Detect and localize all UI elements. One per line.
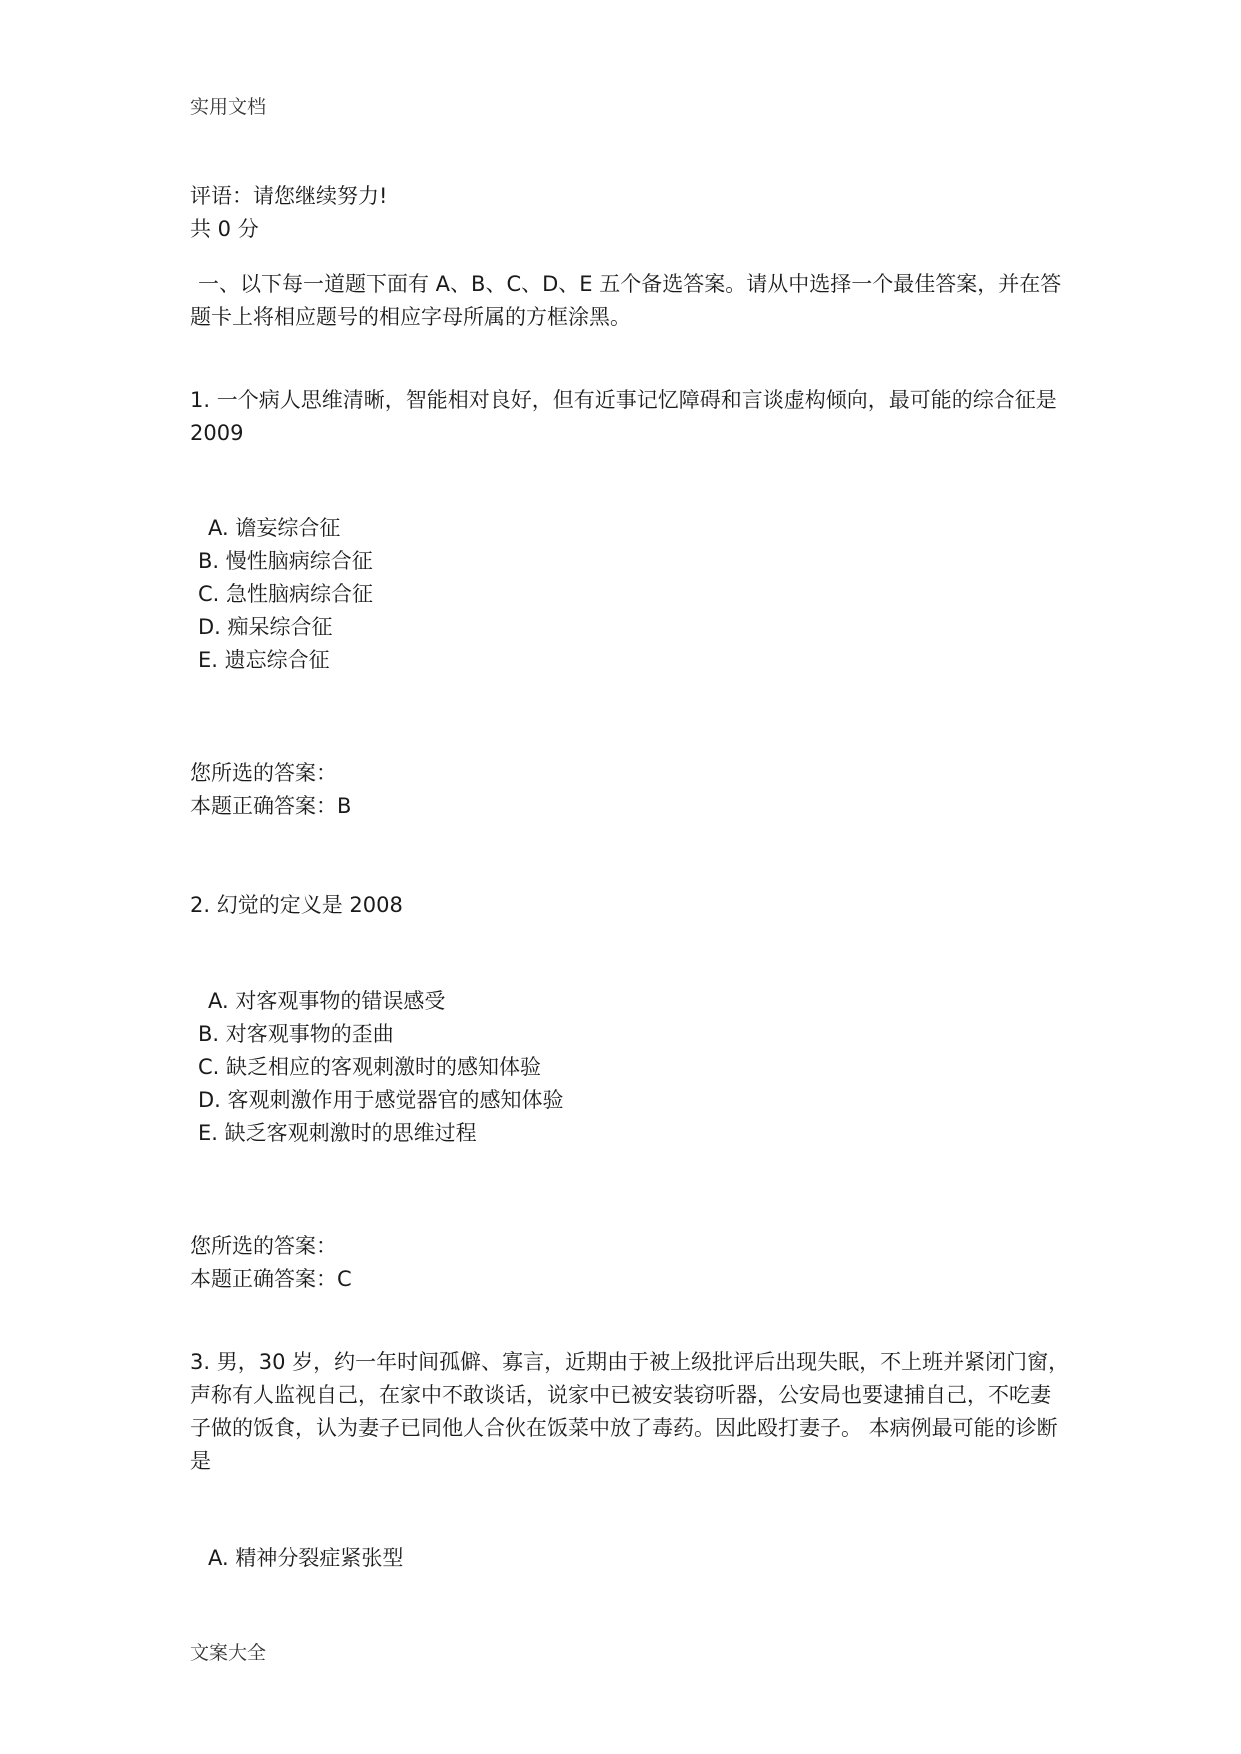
- question-1-answers: [190, 757, 1070, 823]
- question-3-options: [190, 1542, 1070, 1575]
- option-d: D. 客观刺激作用于感觉器官的感知体验: [198, 1088, 564, 1112]
- option-c: C. 缺乏相应的客观刺激时的感知体验: [198, 1055, 542, 1079]
- summary: [190, 180, 1070, 246]
- option-b: B. 慢性脑病综合征: [198, 549, 373, 573]
- comment-text: 评语：请您继续努力!: [190, 184, 388, 208]
- question-3-stem: 3. 男，30 岁，约一年时间孤僻、寡言，近期由于被上级批评后出现失眠，不上班并紧闭门窗，声称有人监视自己，在家中不敢谈话，说家中已被安装窃听器，公安局也要逮捕自己，不吃妻子做的饭食，认为妻子已同他人合伙在饭菜中放了毒药。因此殴打妻子。 本病例最可能的诊断是: [190, 1350, 1070, 1473]
- option-b: B. 对客观事物的歪曲: [198, 1022, 394, 1046]
- option-a: A. 对客观事物的错误感受: [208, 989, 446, 1013]
- correct-answer: 本题正确答案：B: [190, 794, 352, 818]
- option-a: A. 谵妄综合征: [208, 516, 341, 540]
- selected-answer: 您所选的答案：: [190, 1234, 337, 1258]
- option-e: E. 遗忘综合征: [198, 648, 330, 672]
- option-a: A. 精神分裂症紧张型: [208, 1546, 404, 1570]
- question-2-stem: 2. 幻觉的定义是 2008: [190, 893, 403, 917]
- option-c: C. 急性脑病综合征: [198, 582, 374, 606]
- page-footer: 文案大全: [190, 1642, 267, 1664]
- option-e: E. 缺乏客观刺激时的思维过程: [198, 1121, 477, 1145]
- option-d: D. 痴呆综合征: [198, 615, 333, 639]
- question-1-options: [190, 512, 1070, 677]
- question-2-options: [190, 985, 1070, 1150]
- selected-answer: 您所选的答案：: [190, 761, 337, 785]
- page-header: 实用文档: [190, 96, 267, 118]
- question-1-stem: 1. 一个病人思维清晰，智能相对良好，但有近事记忆障碍和言谈虚构倾向，最可能的综合征是 2009: [190, 388, 1057, 445]
- score-text: 共 0 分: [190, 217, 259, 241]
- correct-answer: 本题正确答案：C: [190, 1267, 352, 1291]
- question-2-answers: [190, 1230, 1070, 1296]
- instructions: 一、以下每一道题下面有 A、B、C、D、E 五个备选答案。请从中选择一个最佳答案，并在答题卡上将相应题号的相应字母所属的方框涂黑。: [190, 272, 1062, 329]
